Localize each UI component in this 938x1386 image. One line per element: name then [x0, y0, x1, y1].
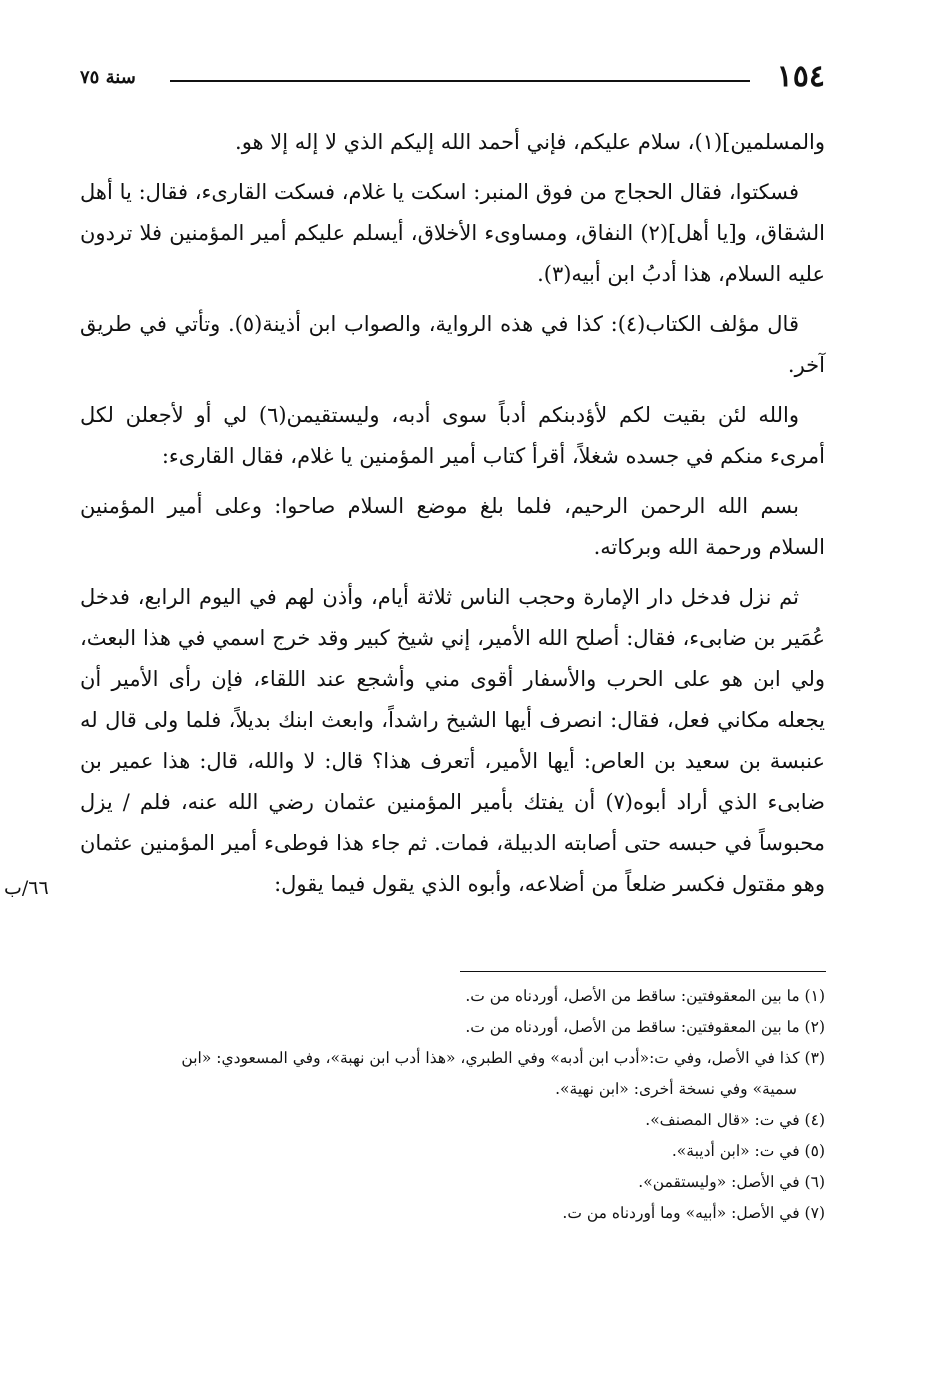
paragraph: والمسلمين](١)، سلام عليكم، فإني أحمد الله إليكم الذي لا إله إلا هو. — [235, 130, 825, 154]
paragraph: فسكتوا، فقال الحجاج من فوق المنبر: اسكت يا غلام، فسكت القارىء، فقال: يا أهل الشقاق، و[يا أهل](٢) النفاق، ومساوىء الأخلاق، أيسلم عليكم أمير المؤمنين فلا تردون عليه السلام، هذا أدبُ ابن أبيه(٣). — [80, 180, 826, 286]
running-head-year: سنة ٧٥ — [80, 67, 136, 88]
footnote-continuation: سمية» وفي نسخة أخرى: «ابن نهية». — [555, 1080, 797, 1098]
footnote: (٤) في ت: «قال المصنف». — [645, 1111, 825, 1129]
page-number: ١٥٤ — [776, 59, 825, 94]
paragraph: بسم الله الرحمن الرحيم، فلما بلغ موضع السلام صاحوا: وعلى أمير المؤمنين السلام ورحمة الله وبركاته. — [80, 494, 825, 559]
header-rule — [170, 80, 750, 82]
footnote: (٦) في الأصل: «وليستقمن». — [638, 1173, 825, 1191]
footnote: (١) ما بين المعقوفتين: ساقط من الأصل، أوردناه من ت. — [465, 987, 825, 1005]
paragraph: والله لئن بقيت لكم لأؤدبنكم أدباً سوى أدبه، وليستقيمن(٦) لي أو لأجعلن لكل أمرىء منكم في جسده شغلاً، أقرأ كتاب أمير المؤمنين يا غلام، فقال القارىء: — [80, 403, 825, 468]
footnote: (٣) كذا في الأصل، وفي ت:«أدب ابن أدبه» وفي الطبري، «هذا أدب ابن نهبة»، وفي المسعودي: «ابن — [181, 1049, 825, 1067]
main-text-body — [80, 122, 825, 914]
footnote-separator — [460, 971, 826, 972]
footnotes-list — [80, 982, 825, 1230]
margin-folio-note: ٦٦/ب — [4, 877, 49, 899]
paragraph: ثم نزل فدخل دار الإمارة وحجب الناس ثلاثة أيام، وأذن لهم في اليوم الرابع، فدخل عُمَير بن ضابىء، فقال: أصلح الله الأمير، إني شيخ كبير وقد خرج اسمي في هذا البعث، ولي ابن هو على الحرب والأسفار أقوى مني وأشجع عند اللقاء، فإن رأى الأمير أن يجعله مكاني فعل، فقال: انصرف أيها الشيخ راشداً، وابعث ابنك بديلاً، فلما ولى قال له عنبسة بن سعيد بن العاص: أيها الأمير، أتعرف هذا؟ قال: لا والله، قال: هذا عمير بن ضابىء الذي أراد أبوه(٧) أن يفتك بأمير المؤمنين عثمان رضي الله عنه، فلم / يزل محبوساً في حبسه حتى أصابته الدبيلة، فمات. ثم جاء هذا فوطىء أمير المؤمنين عثمان وهو مقتول فكسر ضلعاً من أضلاعه، وأبوه الذي يقول فيما يقول: — [80, 585, 825, 896]
footnote: (٥) في ت: «ابن أديبة». — [671, 1142, 825, 1160]
page-header — [80, 60, 825, 94]
paragraph: قال مؤلف الكتاب(٤): كذا في هذه الرواية، والصواب ابن أذينة(٥). وتأتي في طريق آخر. — [80, 312, 825, 377]
footnote: (٧) في الأصل: «أبيه» وما أوردناه من ت. — [562, 1204, 825, 1222]
footnote: (٢) ما بين المعقوفتين: ساقط من الأصل، أوردناه من ت. — [465, 1018, 825, 1036]
